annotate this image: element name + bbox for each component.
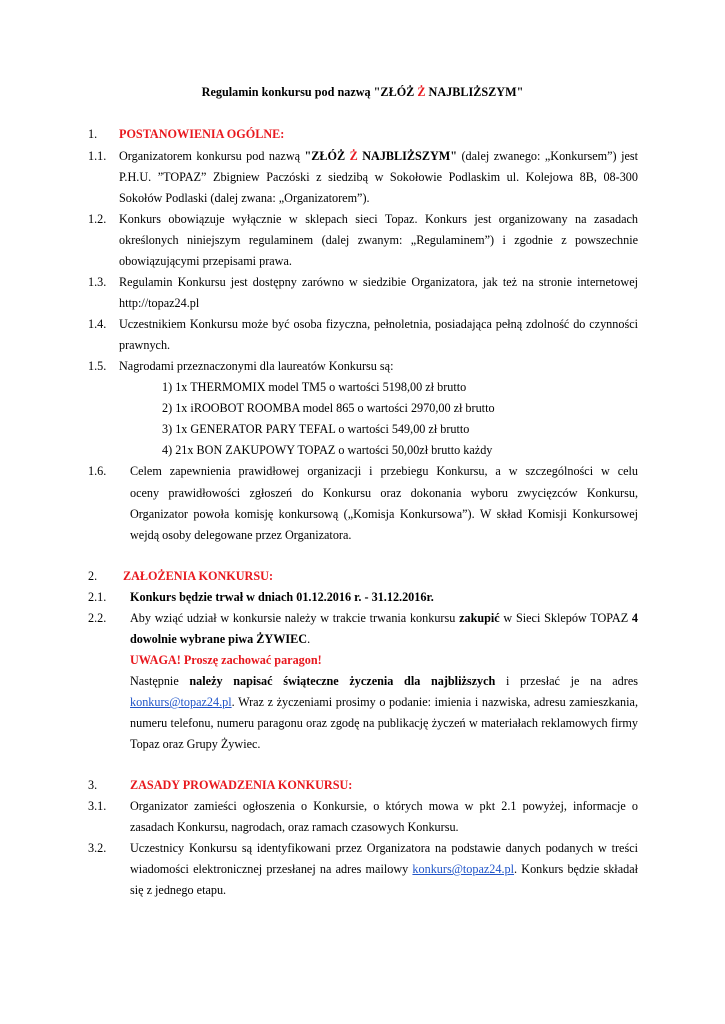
section-1-heading: 1. POSTANOWIENIA OGÓLNE: [88, 127, 285, 141]
paragraph-3-1: 3.1. Organizator zamieści ogłoszenia o Konkursie, o których mowa w pkt 2.1 powyżej, informacje o [88, 799, 638, 813]
warning-text: UWAGA! Proszę zachować paragon! [130, 653, 322, 667]
paragraph-1-1-line3: Sokołów Podlaski (dalej zwana: „Organizatorem”). [119, 191, 370, 205]
paragraph-1-5: 1.5. Nagrodami przeznaczonymi dla laureatów Konkursu są: [88, 359, 394, 373]
paragraph-1-4: 1.4. Uczestnikiem Konkursu może być osoba fizyczna, pełnoletnia, posiadająca pełną zdolność do czynności [88, 317, 638, 331]
paragraph-2-2-line2: dowolnie wybrane piwa ŻYWIEC. [130, 632, 311, 646]
paragraph-3-1-line2: zasadach Konkursu, nagrodach, oraz ramach czasowych Konkursu. [130, 820, 459, 834]
paragraph-2-2-line5: konkurs@topaz24.pl. Wraz z życzeniami prosimy o podanie: imienia i nazwiska, adresu zamieszkania, [130, 695, 638, 709]
prize-item: 2) 1x iROOBOT ROOMBA model 865 o wartości 2970,00 zł brutto [162, 401, 495, 415]
prize-item: 4) 21x BON ZAKUPOWY TOPAZ o wartości 50,00zł brutto każdy [162, 443, 493, 457]
paragraph-3-2-line2: wiadomości elektronicznej przesłanej na adres mailowy konkurs@topaz24.pl. Konkurs będzie składał [130, 862, 638, 876]
paragraph-1-6-line2: oceny prawidłowości zgłoszeń do Konkursu oraz dokonania wyboru zwycięzców Konkursu, [130, 486, 638, 500]
prize-item: 3) 1x GENERATOR PARY TEFAL o wartości 549,00 zł brutto [162, 422, 470, 436]
paragraph-1-1: 1.1. Organizatorem konkursu pod nazwą "ZŁÓŻ Ż NAJBLIŻSZYM" (dalej zwanego: „Konkursem”) jest [88, 149, 638, 163]
paragraph-3-2-line3: się z jednego etapu. [130, 883, 227, 897]
paragraph-1-6: 1.6. Celem zapewnienia prawidłowej organizacji i przebiegu Konkursu, a w szczególności w celu [88, 464, 638, 478]
paragraph-2-2-line4: Następnie należy napisać świąteczne życzenia dla najbliższych i przesłać je na adres [130, 674, 638, 688]
paragraph-1-6-line3: Organizator powoła komisję konkursową („Komisja Konkursowa”). W skład Komisji Konkursowej [130, 507, 638, 521]
paragraph-1-3: 1.3. Regulamin Konkursu jest dostępny zarówno w siedzibie Organizatora, jak też na stronie internetowej [88, 275, 638, 289]
section-2-heading: 2. ZAŁOŻENIA KONKURSU: [88, 569, 273, 583]
paragraph-3-2: 3.2. Uczestnicy Konkursu są identyfikowani przez Organizatora na podstawie danych podanych w treści [88, 841, 638, 855]
paragraph-2-1: 2.1. Konkurs będzie trwał w dniach 01.12.2016 r. - 31.12.2016r. [88, 590, 434, 604]
email-link[interactable]: konkurs@topaz24.pl [412, 862, 515, 876]
paragraph-2-2-line6: numeru telefonu, numeru paragonu oraz zgodę na publikację życzeń w materiałach reklamowych firmy [130, 716, 638, 730]
paragraph-2-2-line7: Topaz oraz Grupy Żywiec. [130, 737, 261, 751]
paragraph-2-2: 2.2. Aby wziąć udział w konkursie należy w trakcie trwania konkursu zakupić w Sieci Sklepów TOPAZ 4 [88, 611, 638, 625]
paragraph-1-2: 1.2. Konkurs obowiązuje wyłącznie w sklepach sieci Topaz. Konkurs jest organizowany na zasadach [88, 212, 638, 226]
paragraph-1-3-line2: http://topaz24.pl [119, 296, 200, 310]
paragraph-1-4-line2: prawnych. [119, 338, 171, 352]
prize-item: 1) 1x THERMOMIX model TM5 o wartości 5198,00 zł brutto [162, 380, 467, 394]
paragraph-1-2-line3: obowiązującymi przepisami prawa. [119, 254, 292, 268]
document-title: Regulamin konkursu pod nazwą "ZŁÓŻ Ż NAJBLIŻSZYM" [201, 85, 524, 99]
paragraph-1-1-line2: P.H.U. ”TOPAZ” Zbigniew Paczóski z siedzibą w Sokołowie Podlaskim ul. Kolejowa 8B, 08-300 [119, 170, 638, 184]
paragraph-1-6-line4: wejdą osoby delegowane przez Organizatora. [130, 528, 352, 542]
paragraph-1-2-line2: określonych niniejszym regulaminem (dalej zwanym: „Regulaminem”) i zgodnie z powszechnie [119, 233, 638, 247]
section-3-heading: 3. ZASADY PROWADZENIA KONKURSU: [88, 778, 353, 792]
email-link[interactable]: konkurs@topaz24.pl [130, 695, 232, 709]
